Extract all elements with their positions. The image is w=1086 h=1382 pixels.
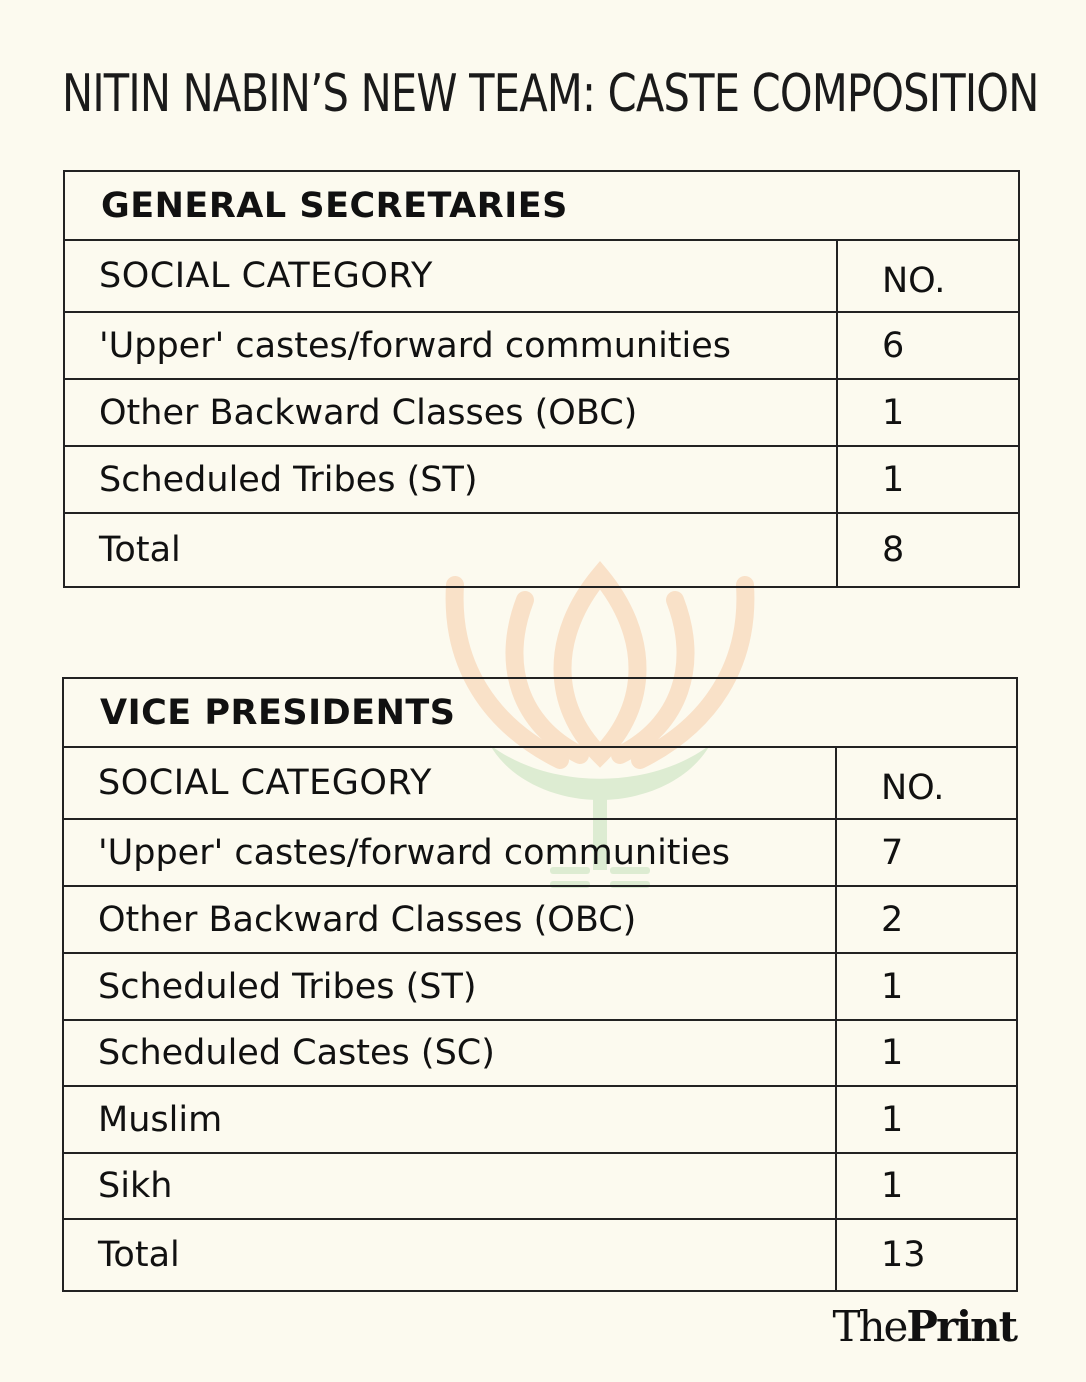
theprint-logo (832, 1302, 1016, 1351)
category-cell: Scheduled Castes (SC) (63, 1020, 836, 1086)
category-cell: Other Backward Classes (OBC) (63, 886, 836, 953)
table-heading: GENERAL SECRETARIES (64, 171, 1019, 240)
logo-text-the: The (832, 1302, 907, 1351)
count-cell: 6 (837, 312, 1019, 379)
count-cell: 7 (836, 819, 1017, 886)
count-cell: 1 (836, 1020, 1017, 1086)
table-heading: VICE PRESIDENTS (63, 678, 1017, 747)
count-cell-total: 8 (837, 513, 1019, 587)
count-cell: 1 (836, 1086, 1017, 1153)
category-cell: Other Backward Classes (OBC) (64, 379, 837, 446)
column-header-category: SOCIAL CATEGORY (63, 747, 836, 819)
category-cell-total: Total (64, 513, 837, 587)
column-header-number: NO. (837, 240, 1019, 312)
count-cell: 1 (837, 379, 1019, 446)
page-title: NITIN NABIN’S NEW TEAM: CASTE COMPOSITION (62, 64, 1039, 124)
count-cell: 2 (836, 886, 1017, 953)
category-cell: Scheduled Tribes (ST) (64, 446, 837, 513)
count-cell-total: 13 (836, 1219, 1017, 1291)
category-cell: Sikh (63, 1153, 836, 1219)
column-header-category: SOCIAL CATEGORY (64, 240, 837, 312)
vice-presidents-table (62, 677, 1018, 1292)
count-cell: 1 (836, 1153, 1017, 1219)
category-cell: Scheduled Tribes (ST) (63, 953, 836, 1020)
general-secretaries-table (63, 170, 1020, 588)
count-cell: 1 (836, 953, 1017, 1020)
category-cell: 'Upper' castes/forward communities (64, 312, 837, 379)
category-cell-total: Total (63, 1219, 836, 1291)
logo-text-print: Print (906, 1302, 1016, 1351)
category-cell: Muslim (63, 1086, 836, 1153)
count-cell: 1 (837, 446, 1019, 513)
category-cell: 'Upper' castes/forward communities (63, 819, 836, 886)
column-header-number: NO. (836, 747, 1017, 819)
